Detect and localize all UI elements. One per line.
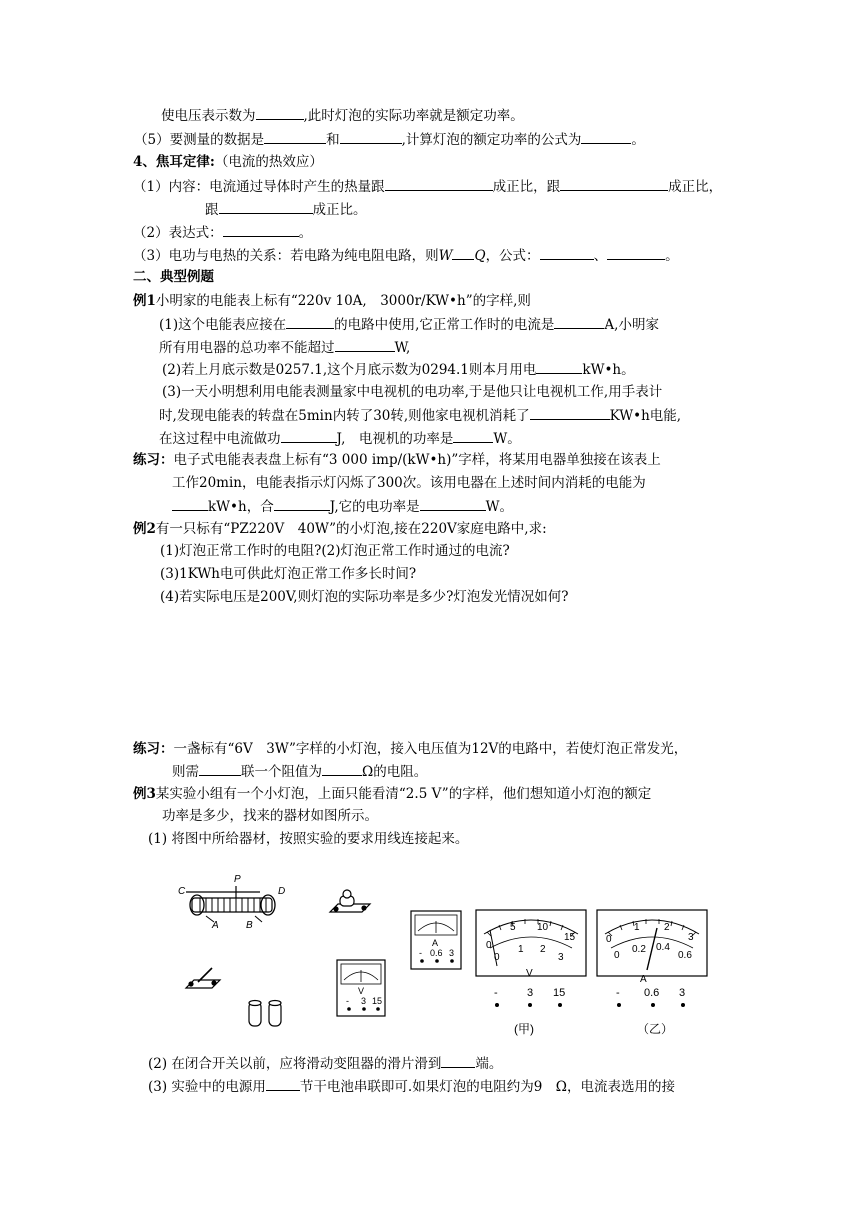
- fill-blank[interactable]: [340, 130, 402, 144]
- text: （5）要测量的数据是: [134, 132, 265, 148]
- text: J,它的电功率是: [329, 499, 420, 515]
- switch-icon[interactable]: [186, 968, 220, 988]
- meter-terminal: -: [616, 987, 620, 999]
- text: 。: [631, 132, 645, 148]
- text: W。: [493, 431, 521, 447]
- lamp-holder-icon[interactable]: [330, 890, 370, 912]
- text: 一盏标有“6V 3W”字样的小灯泡，接入电压值为12V的电路中，若使灯泡正常发光，: [173, 741, 688, 757]
- text: 则需: [172, 764, 199, 780]
- text-line: (3)1KWh电可供此灯泡正常工作多长时间?: [160, 566, 417, 582]
- example-label: 例3: [133, 786, 156, 802]
- text: 某实验小组有一个小灯泡，上面只能看清“2.5 V”的字样，他们想知道小灯泡的额定: [155, 786, 652, 802]
- text-line: (1)灯泡正常工作时的电阻?(2)灯泡正常工作时通过的电流?: [160, 543, 510, 559]
- text-line: [161, 106, 524, 125]
- terminal-posts[interactable]: [495, 1003, 562, 1007]
- text-line: [148, 1077, 675, 1096]
- text-line: [159, 429, 521, 448]
- text: 的电路中使用,它正常工作时的电流是: [334, 317, 555, 333]
- terminal-posts[interactable]: [617, 1003, 685, 1007]
- text-line: 功率是多少，找来的器材如图所示。: [162, 808, 378, 824]
- text: 小明家的电能表上标有“220v 10A, 3000r/KW•h”的字样,则: [155, 293, 531, 309]
- text: 电子式电能表表盘上标有“3 000 imp/(kW•h)”字样，将某用电器单独接在该表上: [173, 452, 661, 468]
- scale-label: 2: [664, 922, 670, 933]
- text-line: (1) 将图中所给器材，按照实验的要求用线连接起来。: [148, 831, 469, 847]
- battery-cell-icon[interactable]: [249, 1001, 261, 1027]
- example-label: 例1: [133, 293, 156, 309]
- text: kW•h，合: [208, 499, 274, 515]
- scale-label: 0.6: [678, 950, 692, 961]
- text: 所有用电器的总功率不能超过: [159, 340, 335, 356]
- scale-label: 2: [540, 944, 546, 955]
- fill-blank[interactable]: [256, 106, 304, 120]
- text-line: [172, 762, 427, 781]
- meter-unit: A: [432, 938, 439, 948]
- meter-terminal: 0.6: [644, 987, 660, 999]
- meter-terminal: 3: [527, 987, 534, 999]
- text-line: [133, 246, 679, 265]
- scale-label: 5: [510, 922, 516, 933]
- battery-cell-icon[interactable]: [269, 1001, 281, 1027]
- text: （1）内容：电流通过导体时产生的热量跟: [133, 179, 385, 195]
- text: J, 电视机的功率是: [336, 431, 454, 447]
- voltmeter-dial-jia: [476, 910, 586, 976]
- fill-blank[interactable]: [199, 762, 241, 776]
- symbol: Q: [474, 248, 486, 264]
- text: 在这过程中电流做功: [159, 431, 281, 447]
- rheostat-terminal-label: P: [234, 874, 241, 885]
- text: kW•h。: [582, 362, 635, 378]
- text-line: [133, 223, 312, 242]
- text: 成正比，: [668, 179, 723, 195]
- meter-terminal: -: [419, 948, 422, 958]
- scale-label: 15: [564, 932, 576, 943]
- text-line: [133, 520, 547, 538]
- meter-unit: V: [358, 986, 365, 996]
- text: 成正比，跟: [492, 179, 561, 195]
- text: 。: [665, 248, 679, 264]
- scale-label: 0: [606, 934, 612, 945]
- fill-blank[interactable]: [264, 130, 326, 144]
- text: ,此时灯泡的实际功率就是额定功率。: [303, 108, 524, 124]
- scale-label: 0: [614, 950, 620, 961]
- scale-label: 0.4: [656, 942, 670, 953]
- text-line: [133, 451, 661, 469]
- text: （3）电功与电热的关系：若电路为纯电阻电路，则: [133, 248, 439, 264]
- text: (2) 在闭合开关以前，应将滑动变阻器的滑片滑到: [148, 1056, 442, 1072]
- meter-terminal: 0.6: [430, 948, 443, 958]
- rheostat-terminal-label: D: [278, 886, 286, 897]
- text: KW•h电能,: [609, 408, 682, 424]
- text: (3) 实验中的电源用: [148, 1079, 266, 1095]
- fill-blank[interactable]: [172, 497, 208, 511]
- heading-note: （电流的热效应）: [214, 154, 323, 170]
- fill-blank[interactable]: [335, 338, 395, 352]
- scale-label: 1: [518, 944, 524, 955]
- section-heading: [133, 153, 323, 171]
- text: 端。: [475, 1056, 503, 1072]
- text: 。: [298, 225, 313, 241]
- fill-blank[interactable]: [607, 246, 665, 260]
- rheostat-terminal-label: C: [178, 886, 186, 897]
- text-line: [205, 200, 367, 219]
- text: 使电压表示数为: [161, 108, 256, 124]
- text: 联一个阻值为: [241, 764, 322, 780]
- text: （2）表达式：: [133, 225, 223, 241]
- meter-terminal: 3: [679, 987, 686, 999]
- text-line: 工作20min，电能表指示灯闪烁了300次。该用电器在上述时间内消耗的电能为: [172, 475, 646, 491]
- fill-blank[interactable]: [540, 246, 594, 260]
- symbol: W: [438, 248, 453, 264]
- fill-blank[interactable]: [554, 315, 604, 329]
- text: 时,发现电能表的转盘在5min内转了30转,则他家电视机消耗了: [159, 408, 530, 424]
- fill-blank[interactable]: [223, 223, 299, 237]
- coil-turns: [200, 898, 266, 912]
- text-line: [159, 338, 410, 357]
- text-line: [162, 360, 635, 379]
- text: (2)若上月底示数是0257.1,这个月底示数为0294.1则本月用电: [162, 362, 537, 378]
- text-line: (3)一天小明想利用电能表测量家中电视机的电功率,于是他只让电视机工作,用手表计: [162, 384, 663, 400]
- scale-label: 10: [537, 922, 549, 933]
- meter-terminal: 3: [449, 948, 455, 958]
- text: 有一只标有“PZ220V 40W”的小灯泡,接在220V家庭电路中,求:: [155, 521, 547, 537]
- meter-terminal: -: [346, 996, 349, 1006]
- text: A,小明家: [604, 317, 659, 333]
- text-line: [133, 785, 651, 803]
- fill-blank[interactable]: [452, 246, 474, 260]
- fill-blank[interactable]: [385, 177, 493, 191]
- fill-blank[interactable]: [581, 130, 631, 144]
- scale-label: 1: [634, 922, 640, 933]
- meter-terminal: 3: [361, 996, 367, 1006]
- text: 节干电池串联即可.如果灯泡的电阻约为9 Ω，电流表选用的接: [299, 1079, 675, 1095]
- practice-label: 练习：: [133, 452, 174, 468]
- fill-blank[interactable]: [322, 762, 362, 776]
- figure-caption: (甲): [514, 1022, 534, 1036]
- rheostat-terminal-label: A: [212, 920, 219, 931]
- text-line: [133, 292, 531, 310]
- text-line: [133, 177, 722, 196]
- fill-blank[interactable]: [530, 406, 610, 420]
- text: W。: [485, 499, 514, 515]
- text: ，公式：: [485, 248, 540, 264]
- example-label: 例2: [133, 521, 156, 537]
- text-line: [159, 315, 659, 334]
- text: 、: [593, 248, 608, 264]
- text-line: (4)若实际电压是200V,则灯泡的实际功率是多少?灯泡发光情况如何?: [160, 589, 569, 605]
- text-line: [133, 740, 687, 758]
- fill-blank[interactable]: [560, 177, 668, 191]
- text: 成正比。: [312, 202, 367, 218]
- ammeter-dial-yi: [597, 910, 707, 976]
- rheostat-icon[interactable]: [186, 886, 275, 922]
- text-line: [159, 406, 681, 425]
- scale-label: 0: [486, 940, 492, 951]
- fill-blank[interactable]: [274, 497, 330, 511]
- text: 和: [326, 132, 340, 148]
- fill-blank[interactable]: [441, 1054, 475, 1068]
- scale-label: 3: [688, 932, 694, 943]
- text: ,计算灯泡的额定功率的公式为: [401, 132, 582, 148]
- meter-terminal: 15: [372, 996, 383, 1006]
- fill-blank[interactable]: [286, 315, 334, 329]
- text: Ω的电阻。: [362, 764, 428, 780]
- fill-blank[interactable]: [536, 360, 582, 374]
- scale-label: 0: [494, 952, 500, 963]
- meter-unit: V: [526, 968, 533, 979]
- rheostat-terminal-label: B: [246, 920, 253, 931]
- meter-terminal: 15: [553, 987, 566, 999]
- fill-blank[interactable]: [219, 200, 313, 214]
- fill-blank[interactable]: [266, 1077, 300, 1091]
- apparatus-figure: [0, 870, 860, 1050]
- meter-unit: A: [640, 974, 647, 985]
- section-heading: 二、典型例题: [133, 269, 214, 285]
- fill-blank[interactable]: [281, 429, 337, 443]
- text: W,: [394, 340, 411, 356]
- text-line: [172, 497, 513, 516]
- scale-label: 0.2: [632, 944, 646, 955]
- text: 跟: [205, 202, 219, 218]
- fill-blank[interactable]: [453, 429, 493, 443]
- text: (1)这个电能表应接在: [159, 317, 287, 333]
- figure-caption: （乙）: [637, 1022, 674, 1036]
- text-line: [134, 130, 645, 149]
- heading-text: 4、焦耳定律:: [133, 154, 215, 170]
- scale-label: 3: [558, 952, 564, 963]
- practice-label: 练习：: [133, 741, 174, 757]
- fill-blank[interactable]: [420, 497, 486, 511]
- text-line: [148, 1054, 502, 1073]
- meter-terminal: -: [494, 987, 498, 999]
